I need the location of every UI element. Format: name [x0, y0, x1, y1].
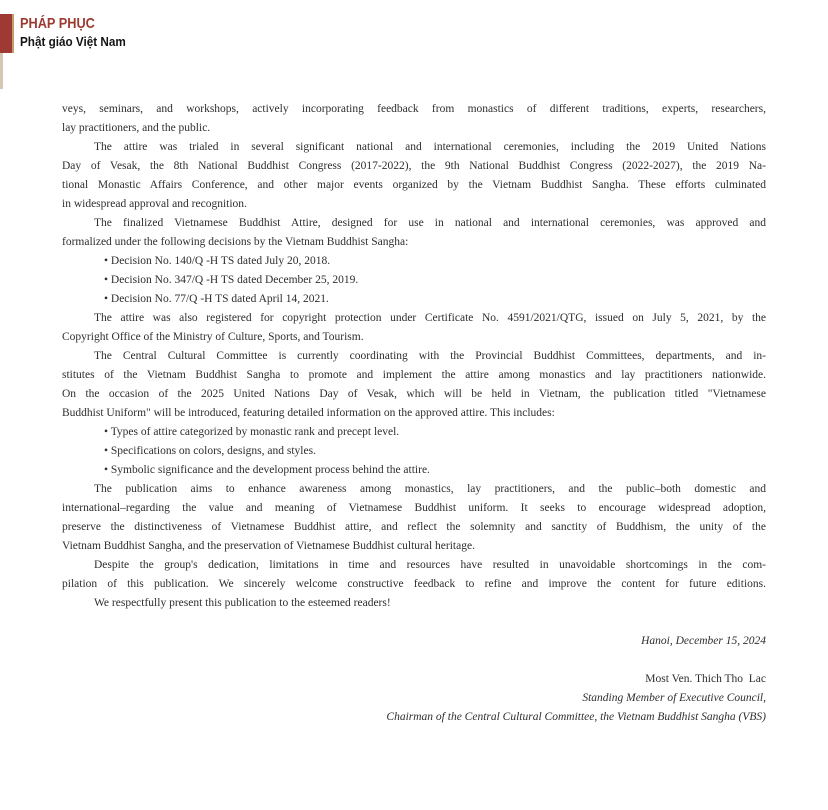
- text-line: The finalized Vietnamese Buddhist Attire, designed for use in national and international ceremonies, was approved and: [94, 217, 766, 229]
- text-line: The Central Cultural Committee is currently coordinating with the Provincial Buddhist Committees, departments, and in-: [94, 350, 766, 362]
- text-line: • Types of attire categorized by monastic rank and precept level.: [104, 426, 400, 438]
- text-line: veys, seminars, and workshops, actively incorporating feedback from monastics of different traditions, experts, researchers,: [62, 103, 766, 115]
- logo-subtitle: Phật giáo Việt Nam: [20, 34, 126, 49]
- logo-edge-decoration: [0, 53, 3, 89]
- text-line: formalized under the following decisions by the Vietnam Buddhist Sangha:: [62, 236, 409, 248]
- document-lines: [62, 100, 766, 613]
- spacer: [62, 651, 766, 670]
- text-line: lay practitioners, and the public.: [62, 122, 211, 134]
- text-line: The publication aims to enhance awareness among monastics, lay practitioners, and the public–both domestic and: [94, 483, 766, 495]
- logo-mark-icon: [0, 14, 14, 53]
- text-line: pilation of this publication. We sincerely welcome constructive feedback to refine and improve the content for future editions.: [62, 578, 766, 590]
- text-line: • Decision No. 77/Q -H TS dated April 14, 2021.: [104, 293, 329, 305]
- signature-role-1: Standing Member of Executive Council,: [582, 692, 766, 704]
- logo-title: PHÁP PHỤC: [20, 15, 95, 32]
- text-line: preserve the distinctiveness of Vietnamese Buddhist attire, and reflect the solemnity and sanctity of Buddhism, the unity of the: [62, 521, 766, 533]
- text-line: Buddhist Uniform" will be introduced, featuring detailed information on the approved attire. This includes:: [62, 407, 555, 419]
- document-body: [62, 100, 766, 727]
- text-line: in widespread approval and recognition.: [62, 198, 247, 210]
- text-line: Day of Vesak, the 8th National Buddhist Congress (2017-2022), the 9th National Buddhist Congress (2022-2027), the 2019 Na-: [62, 160, 766, 172]
- text-line: international–regarding the value and meaning of Vietnamese Buddhist uniform. It seeks to encourage widespread adoption,: [62, 502, 766, 514]
- text-line: • Decision No. 140/Q -H TS dated July 20, 2018.: [104, 255, 331, 267]
- text-line: Despite the group's dedication, limitations in time and resources have resulted in unavoidable shortcomings in the com-: [94, 559, 766, 571]
- text-line: The attire was also registered for copyright protection under Certificate No. 4591/2021/QTG, issued on July 5, 2021, by the: [94, 312, 766, 324]
- text-line: • Specifications on colors, designs, and styles.: [104, 445, 316, 457]
- text-line: tional Monastic Affairs Conference, and other major events organized by the Vietnam Buddhist Sangha. These efforts culminated: [62, 179, 766, 191]
- signature-name: Most Ven. Thich Tho Lac: [645, 673, 766, 685]
- text-line: On the occasion of the 2025 United Nations Day of Vesak, which will be held in Vietnam, the publication titled "Vietnamese: [62, 388, 766, 400]
- text-line: Copyright Office of the Ministry of Culture, Sports, and Tourism.: [62, 331, 364, 343]
- text-line: • Symbolic significance and the development process behind the attire.: [104, 464, 430, 476]
- text-line: Vietnam Buddhist Sangha, and the preservation of Vietnamese Buddhist cultural heritage.: [62, 540, 475, 552]
- text-line: We respectfully present this publication to the esteemed readers!: [94, 597, 391, 609]
- date-line: Hanoi, December 15, 2024: [641, 635, 766, 647]
- spacer: [62, 613, 766, 632]
- text-line: stitutes of the Vietnam Buddhist Sangha to promote and implement the attire among monastics and lay practitioners nationwide.: [62, 369, 766, 381]
- signature-role-2: Chairman of the Central Cultural Committee, the Vietnam Buddhist Sangha (VBS): [386, 711, 766, 723]
- text-line: • Decision No. 347/Q -H TS dated December 25, 2019.: [104, 274, 359, 286]
- text-line: The attire was trialed in several significant national and international ceremonies, including the 2019 United Nations: [94, 141, 766, 153]
